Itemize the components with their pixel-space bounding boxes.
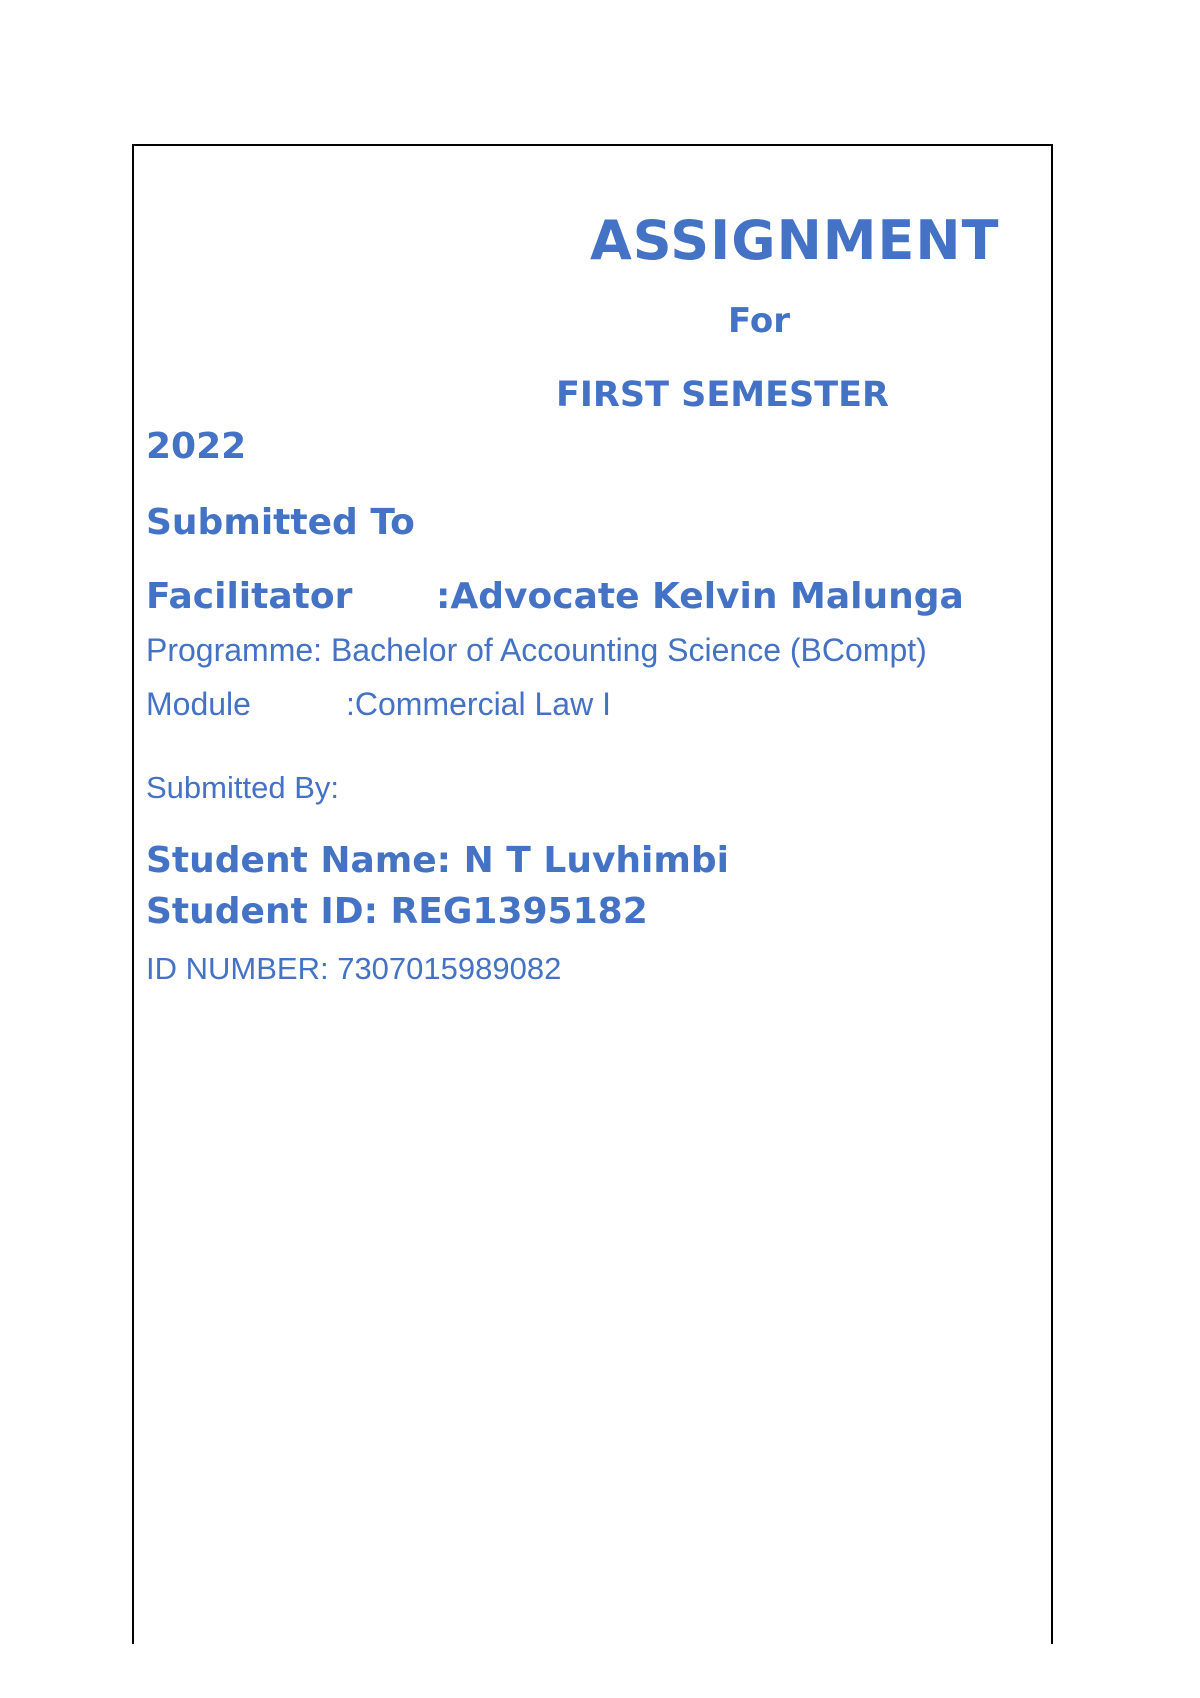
- id-number-value: 7307015989082: [337, 951, 562, 986]
- facilitator-value: :Advocate Kelvin Malunga: [436, 576, 964, 617]
- programme-line: [146, 634, 927, 666]
- module-line: [146, 688, 611, 720]
- document-title: ASSIGNMENT: [590, 209, 1000, 272]
- module-label: Module: [146, 686, 251, 722]
- id-number-label: ID NUMBER:: [146, 951, 329, 986]
- id-number-line: [146, 953, 561, 984]
- semester-label: FIRST SEMESTER: [556, 375, 889, 415]
- student-id-label: Student ID:: [146, 891, 378, 932]
- submitted-to-heading: Submitted To: [146, 502, 415, 543]
- programme-value: Bachelor of Accounting Science (BCompt): [330, 632, 927, 668]
- student-id-line: [146, 891, 648, 932]
- facilitator-line: [146, 576, 964, 617]
- facilitator-label: Facilitator: [146, 576, 353, 617]
- programme-label: Programme:: [146, 632, 323, 668]
- student-name-label: Student Name:: [146, 840, 452, 881]
- student-name-line: [146, 840, 730, 881]
- student-id-value: REG1395182: [390, 891, 648, 932]
- for-label: For: [728, 301, 790, 341]
- year-label: 2022: [146, 426, 247, 467]
- submitted-by-label: Submitted By:: [146, 770, 339, 805]
- student-name-value: N T Luvhimbi: [463, 840, 730, 881]
- module-value: :Commercial Law I: [346, 686, 611, 722]
